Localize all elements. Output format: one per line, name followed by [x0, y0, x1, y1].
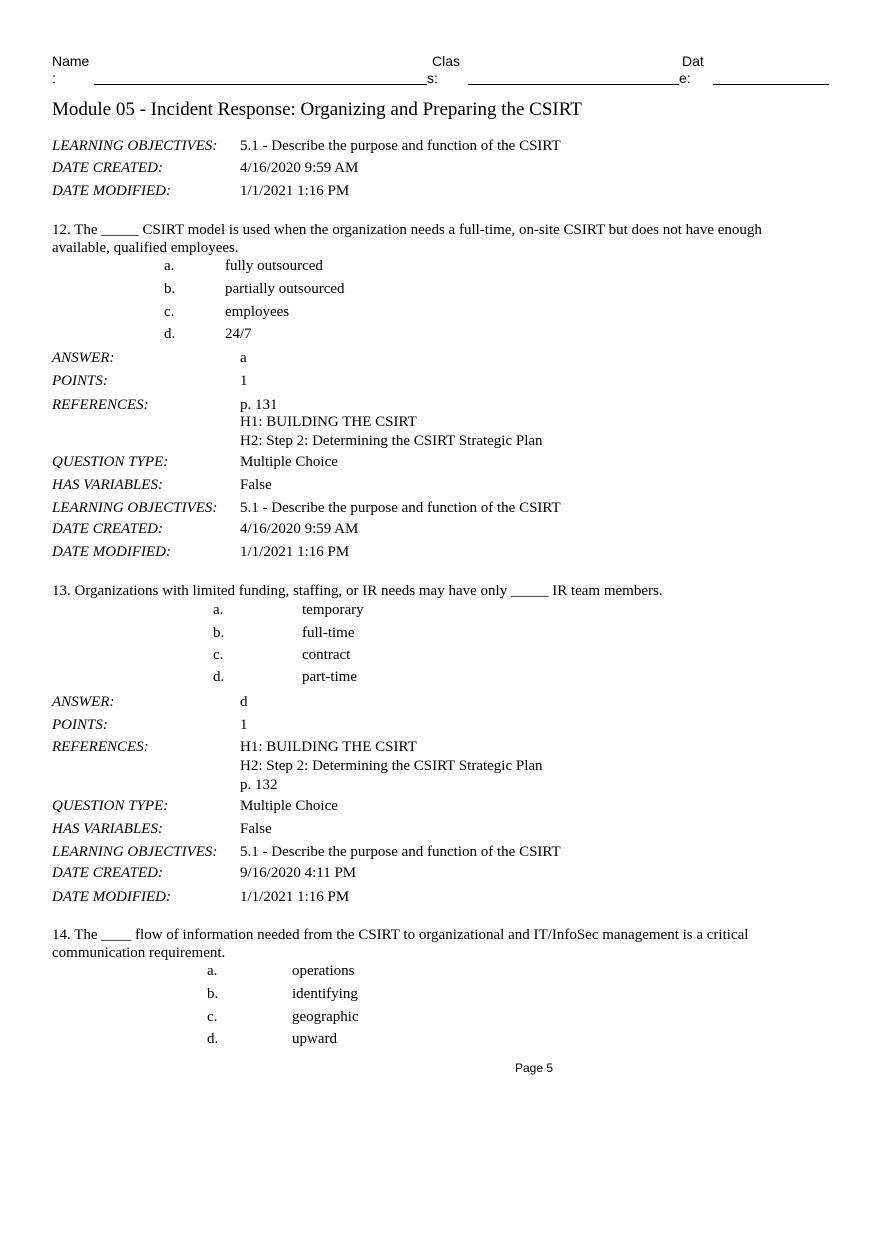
date-created-value: 4/16/2020 9:59 AM	[240, 521, 359, 537]
date-created-label: DATE CREATED:	[52, 865, 163, 881]
answer-label: ANSWER:	[52, 694, 115, 710]
reference-line: H2: Step 2: Determining the CSIRT Strategic Plan	[240, 433, 543, 449]
learning-objectives-label: LEARNING OBJECTIVES:	[52, 844, 218, 860]
question-type-value: Multiple Choice	[240, 798, 338, 814]
q14-option-b: identifying	[292, 986, 358, 1002]
reference-line: H2: Step 2: Determining the CSIRT Strategic Plan	[240, 758, 543, 774]
question-14-text: 14. The ____ flow of information needed from the CSIRT to organizational and IT/InfoSec management is a critical communication requirement.	[52, 927, 749, 961]
has-variables-value: False	[240, 821, 272, 837]
q13-option-a: temporary	[302, 602, 364, 618]
q12-option-letter-a: a.	[164, 258, 175, 274]
has-variables-value: False	[240, 477, 272, 493]
name-field[interactable]	[94, 84, 427, 85]
name-label: Name	[52, 53, 90, 69]
q13-option-c: contract	[302, 647, 351, 663]
references-label: REFERENCES:	[52, 739, 149, 755]
q13-option-letter-a: a.	[213, 602, 224, 618]
reference-line: p. 132	[240, 777, 278, 793]
q14-option-c: geographic	[292, 1009, 359, 1025]
date-modified-value: 1/1/2021 1:16 PM	[240, 183, 350, 199]
date-modified-label: DATE MODIFIED:	[52, 544, 171, 560]
date-label-colon: e:	[679, 70, 691, 86]
learning-objectives-value: 5.1 - Describe the purpose and function of the CSIRT	[240, 844, 561, 860]
learning-objectives-label: LEARNING OBJECTIVES:	[52, 500, 218, 516]
date-created-value: 9/16/2020 4:11 PM	[240, 865, 357, 881]
q12-option-d: 24/7	[225, 326, 252, 342]
name-label-colon: :	[52, 70, 56, 86]
question-13-text: 13. Organizations with limited funding, staffing, or IR needs may have only _____ IR team members.	[52, 583, 663, 599]
q12-option-letter-c: c.	[164, 304, 175, 320]
learning-objectives-value: 5.1 - Describe the purpose and function of the CSIRT	[240, 138, 561, 154]
q12-option-letter-b: b.	[164, 281, 176, 297]
answer-value: d	[240, 694, 248, 710]
reference-line: H1: BUILDING THE CSIRT	[240, 414, 417, 430]
q14-option-a: operations	[292, 963, 355, 979]
points-label: POINTS:	[52, 373, 108, 389]
date-modified-label: DATE MODIFIED:	[52, 889, 171, 905]
q13-option-letter-c: c.	[213, 647, 224, 663]
q13-option-d: part-time	[302, 669, 357, 685]
reference-line: H1: BUILDING THE CSIRT	[240, 739, 417, 755]
date-label: Dat	[682, 53, 704, 69]
class-label-colon: s:	[427, 70, 438, 86]
answer-value: a	[240, 350, 247, 366]
question-type-label: QUESTION TYPE:	[52, 454, 169, 470]
date-modified-value: 1/1/2021 1:16 PM	[240, 889, 350, 905]
date-created-label: DATE CREATED:	[52, 521, 163, 537]
q13-option-letter-b: b.	[213, 625, 225, 641]
q13-option-b: full-time	[302, 625, 355, 641]
q13-option-letter-d: d.	[213, 669, 225, 685]
q14-option-letter-b: b.	[207, 986, 219, 1002]
class-field[interactable]	[468, 84, 679, 85]
references-label: REFERENCES:	[52, 397, 149, 413]
points-value: 1	[240, 717, 248, 733]
q12-option-letter-d: d.	[164, 326, 176, 342]
class-label: Clas	[432, 53, 461, 69]
question-type-label: QUESTION TYPE:	[52, 798, 169, 814]
date-created-label: DATE CREATED:	[52, 160, 163, 176]
q12-option-a: fully outsourced	[225, 258, 323, 274]
page-title: Module 05 - Incident Response: Organizing and Preparing the CSIRT	[52, 99, 582, 120]
date-modified-value: 1/1/2021 1:16 PM	[240, 544, 350, 560]
has-variables-label: HAS VARIABLES:	[52, 477, 163, 493]
question-type-value: Multiple Choice	[240, 454, 338, 470]
learning-objectives-value: 5.1 - Describe the purpose and function of the CSIRT	[240, 500, 561, 516]
answer-label: ANSWER:	[52, 350, 115, 366]
points-value: 1	[240, 373, 248, 389]
has-variables-label: HAS VARIABLES:	[52, 821, 163, 837]
q14-option-d: upward	[292, 1031, 337, 1047]
learning-objectives-label: LEARNING OBJECTIVES:	[52, 138, 218, 154]
date-modified-label: DATE MODIFIED:	[52, 183, 171, 199]
date-created-value: 4/16/2020 9:59 AM	[240, 160, 359, 176]
page-number: Page 5	[515, 1061, 554, 1075]
q14-option-letter-d: d.	[207, 1031, 219, 1047]
date-field[interactable]	[713, 84, 829, 85]
q14-option-letter-c: c.	[207, 1009, 218, 1025]
question-12-text: 12. The _____ CSIRT model is used when the organization needs a full-time, on-site CSIRT but does not have enough available, qualified employees.	[52, 222, 762, 256]
q12-option-c: employees	[225, 304, 290, 320]
reference-line: p. 131	[240, 397, 278, 413]
points-label: POINTS:	[52, 717, 108, 733]
q12-option-b: partially outsourced	[225, 281, 345, 297]
q14-option-letter-a: a.	[207, 963, 218, 979]
